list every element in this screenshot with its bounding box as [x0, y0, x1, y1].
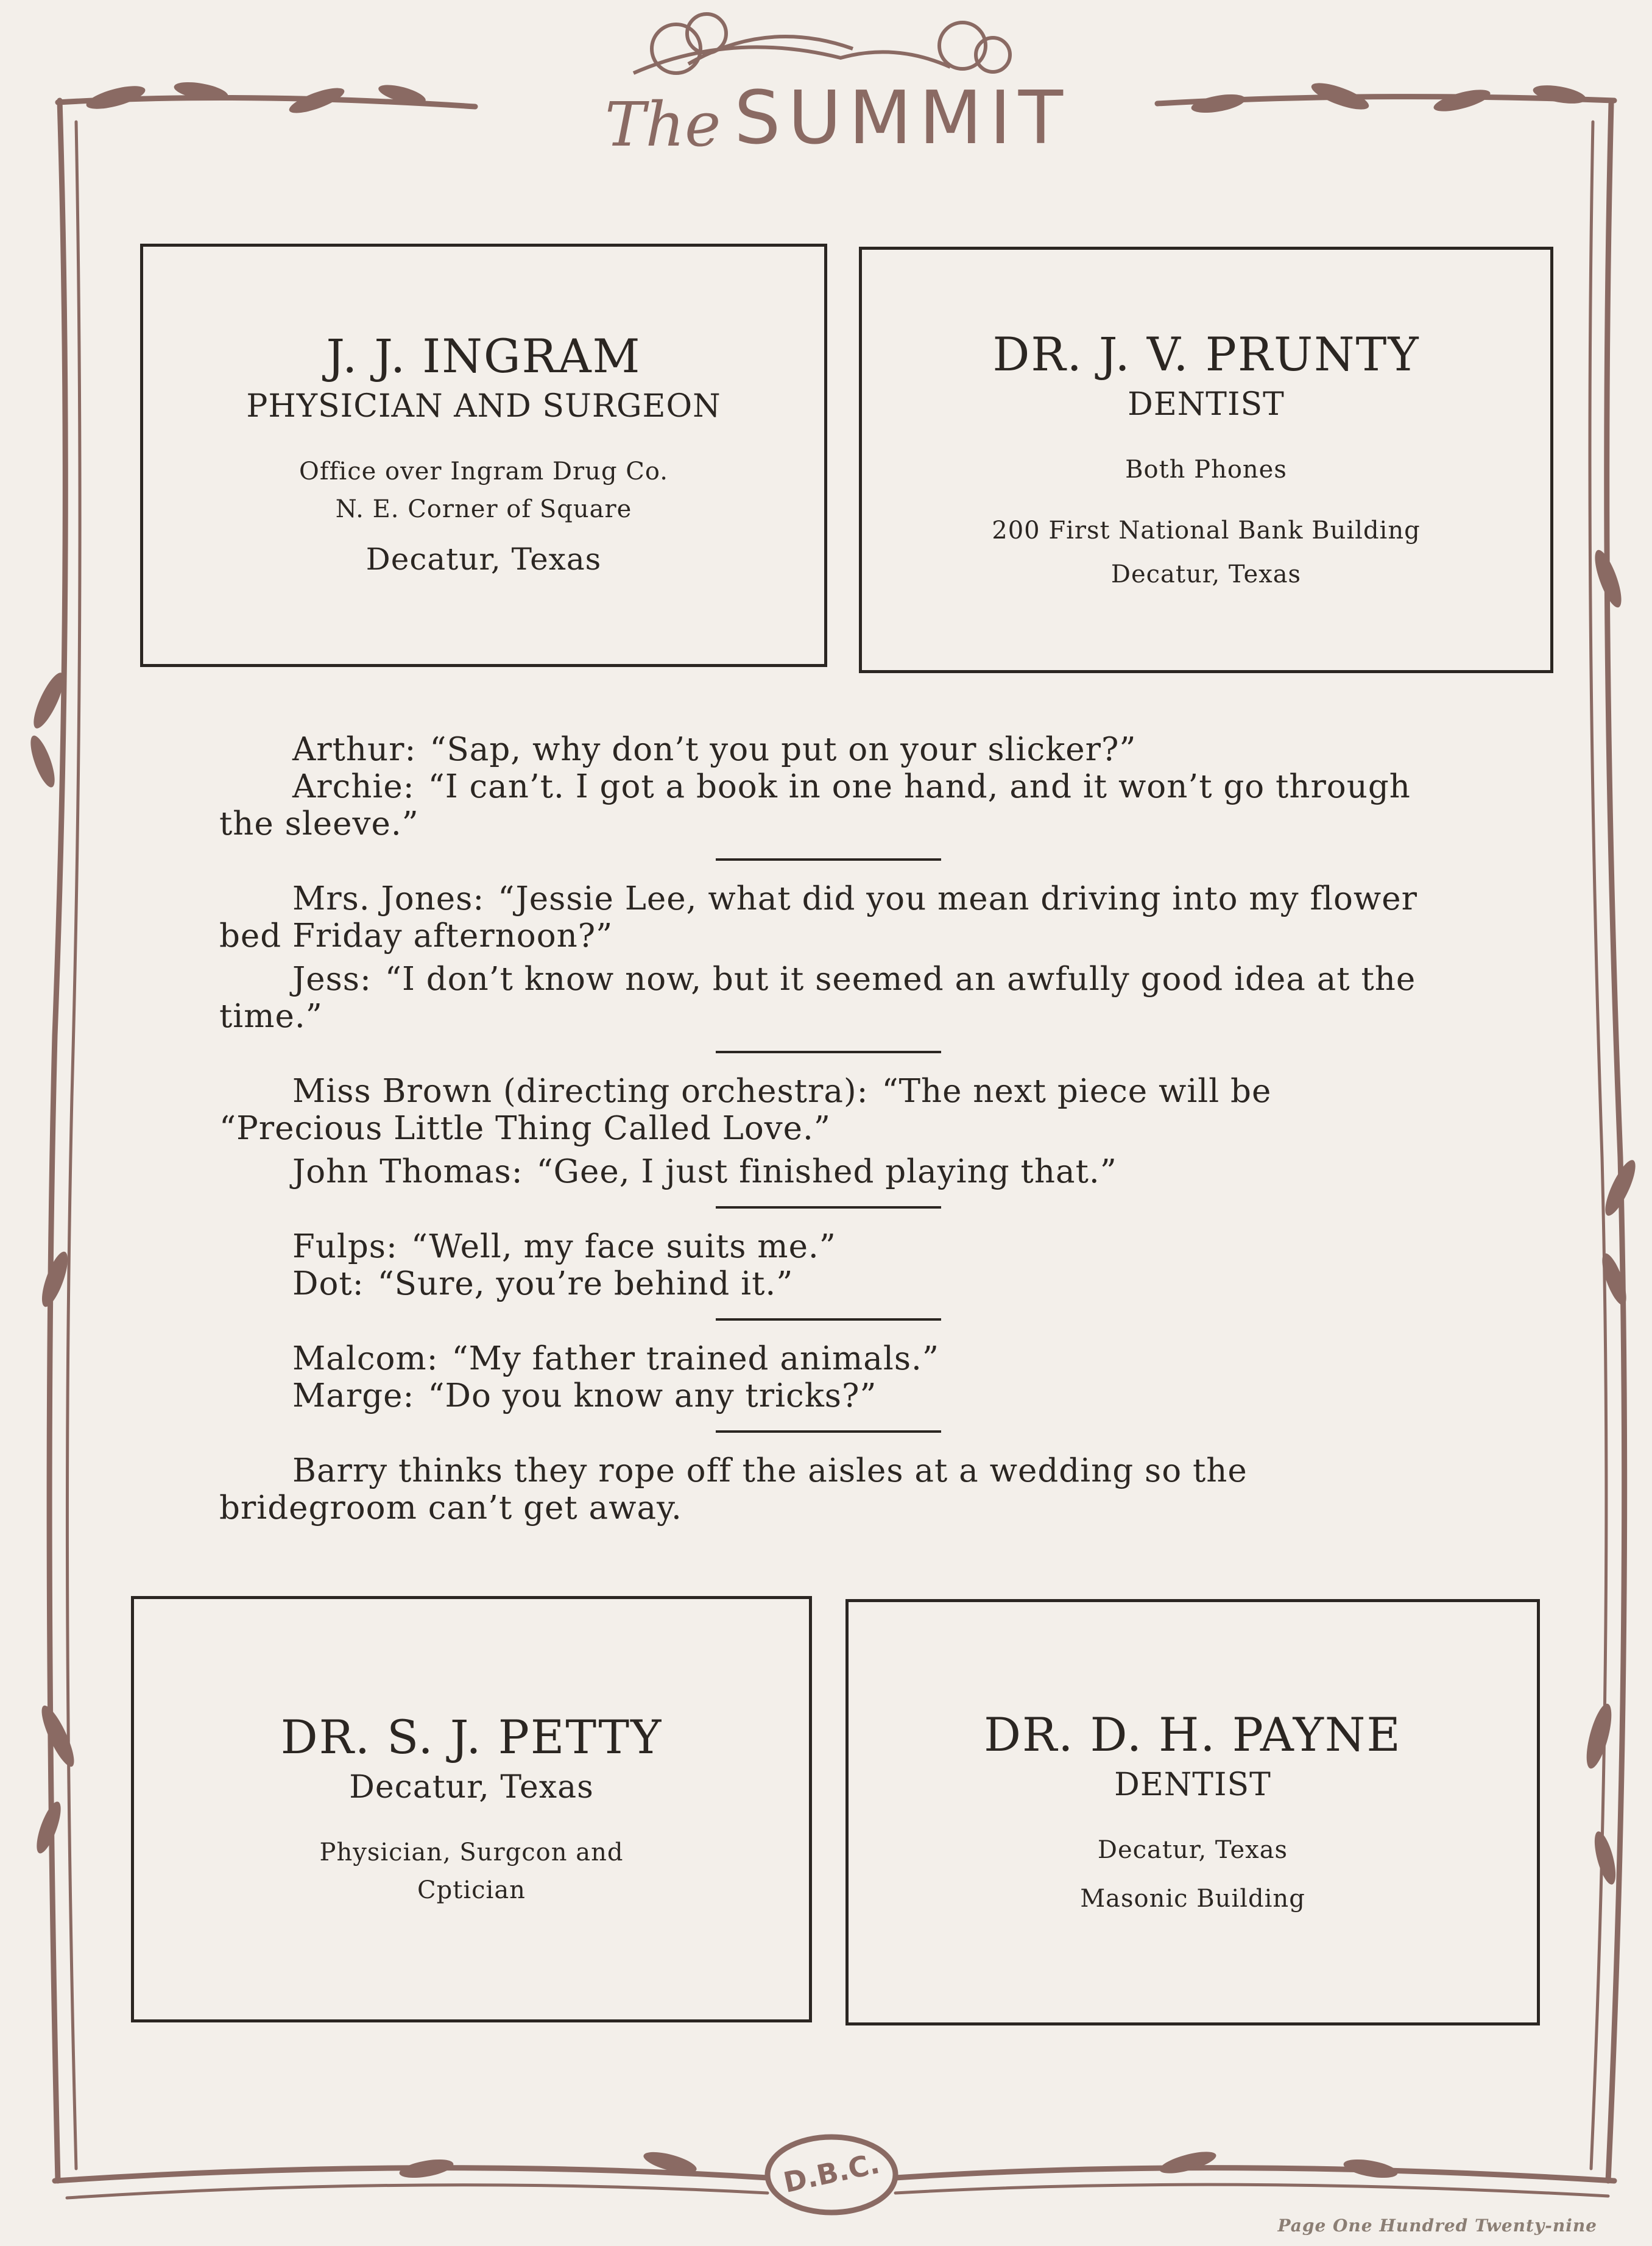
joke-line [219, 1265, 1438, 1302]
ad-petty-city: Decatur, Texas [349, 1768, 594, 1806]
ad-ingram-name: J. J. INGRAM [326, 328, 641, 383]
page-header [487, 64, 1188, 161]
joke-speaker: Miss Brown (directing orchestra): [292, 1073, 869, 1110]
ad-payne-city: Decatur, Texas [1097, 1835, 1288, 1864]
joke-speaker: John Thomas: [292, 1153, 523, 1190]
ad-petty-line1: Physician, Surgcon and [319, 1838, 624, 1866]
joke-speaker: Fulps: [292, 1228, 398, 1265]
page-number: Page One Hundred Twenty-nine [1277, 2216, 1597, 2236]
ad-payne-role: DENTIST [1114, 1766, 1271, 1803]
joke-speaker: Archie: [292, 768, 415, 805]
joke-line [219, 961, 1438, 1035]
ad-payne-line2: Masonic Building [1080, 1884, 1305, 1913]
ad-payne-name: DR. D. H. PAYNE [984, 1707, 1402, 1762]
ad-petty-name: DR. S. J. PETTY [280, 1709, 663, 1764]
joke-text: “Sure, you’re behind it.” [377, 1265, 794, 1302]
joke-text: “I don’t know now, but it seemed an awfully good idea at the time.” [219, 961, 1416, 1035]
ad-petty [131, 1596, 812, 2022]
joke-speaker: Mrs. Jones: [292, 880, 485, 917]
jokes-section [219, 731, 1438, 1527]
joke-speaker: Malcom: [292, 1340, 439, 1377]
ad-ingram-role: PHYSICIAN AND SURGEON [246, 387, 721, 425]
joke-text: “Gee, I just finished playing that.” [536, 1153, 1117, 1190]
ad-ingram-line1: Office over Ingram Drug Co. [299, 457, 668, 486]
joke-speaker: Jess: [292, 961, 372, 998]
joke-line [219, 731, 1438, 768]
joke-text: “Do you know any tricks?” [428, 1377, 877, 1414]
joke-text: Barry thinks they rope off the aisles at a wedding so the bridegroom can’t get away. [219, 1452, 1248, 1527]
joke-line [219, 1452, 1438, 1527]
ad-prunty-line1: Both Phones [1125, 455, 1287, 484]
joke-speaker: Dot: [292, 1265, 364, 1302]
joke-line [219, 1073, 1438, 1147]
joke-line [219, 1377, 1438, 1414]
joke-separator [716, 858, 941, 861]
joke-speaker: Marge: [292, 1377, 415, 1414]
ad-prunty [859, 247, 1553, 673]
joke-text: “My father trained animals.” [451, 1340, 939, 1377]
joke-speaker: Arthur: [292, 731, 417, 768]
joke-line [219, 1340, 1438, 1377]
ad-prunty-line2: 200 First National Bank Building [992, 516, 1421, 545]
ad-petty-line2: Cptician [417, 1876, 526, 1904]
ad-prunty-name: DR. J. V. PRUNTY [992, 327, 1420, 381]
ad-prunty-city: Decatur, Texas [1110, 560, 1302, 588]
header-the: The [604, 89, 721, 160]
ad-prunty-role: DENTIST [1128, 386, 1285, 423]
joke-separator [716, 1051, 941, 1053]
joke-text: “I can’t. I got a book in one hand, and it won’t go through the sleeve.” [219, 768, 1411, 842]
joke-line [219, 1228, 1438, 1265]
footer-monogram: D.B.C. [780, 2147, 883, 2199]
joke-line [219, 880, 1438, 955]
joke-line [219, 768, 1438, 842]
ad-ingram [140, 244, 827, 667]
ad-payne [845, 1599, 1540, 2025]
joke-separator [716, 1430, 941, 1433]
joke-text: “Sap, why don’t you put on your slicker?” [429, 731, 1137, 768]
joke-separator [716, 1206, 941, 1209]
header-title: SUMMIT [734, 76, 1071, 161]
ad-ingram-city: Decatur, Texas [365, 541, 602, 577]
ad-ingram-line2: N. E. Corner of Square [335, 495, 632, 523]
joke-line [219, 1153, 1438, 1190]
joke-separator [716, 1318, 941, 1321]
joke-text: “Jessie Lee, what did you mean driving into my flower bed Friday afternoon?” [219, 880, 1417, 955]
joke-text: “The next piece will be “Precious Little Thing Called Love.” [219, 1073, 1272, 1147]
joke-text: “Well, my face suits me.” [411, 1228, 836, 1265]
